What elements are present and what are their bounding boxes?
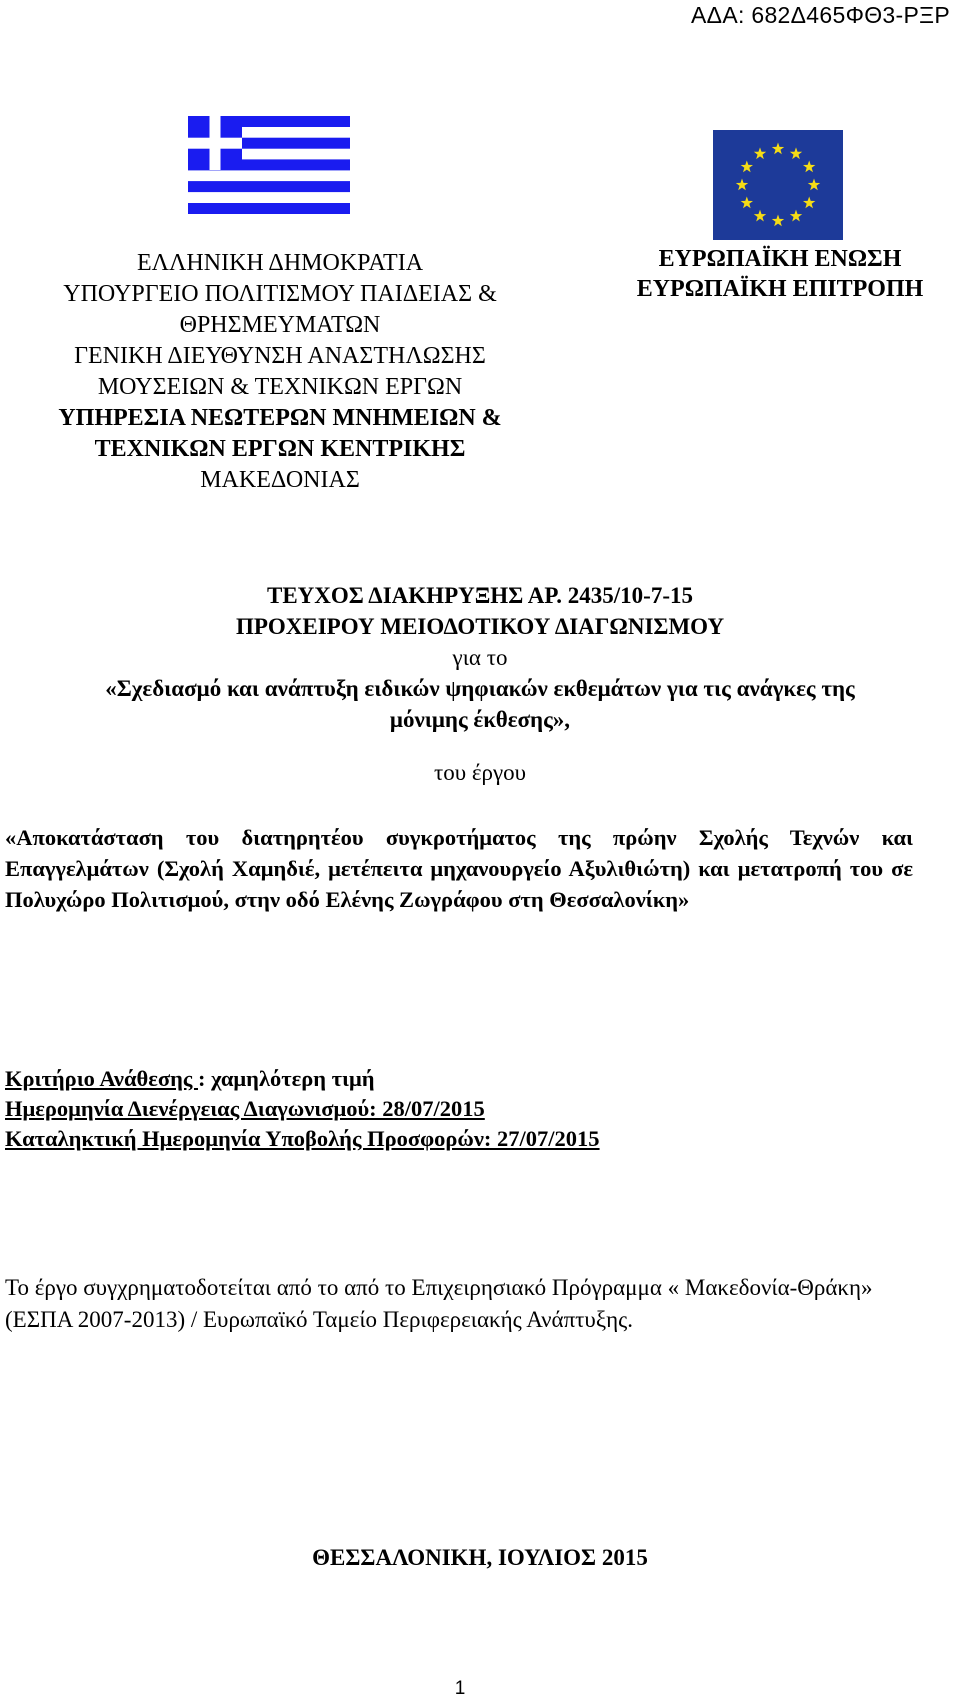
heading-line: ΕΛΛΗΝΙΚΗ ΔΗΜΟΚΡΑΤΙΑ <box>136 250 424 276</box>
heading-line: ΜΑΚΕΔΟΝΙΑΣ <box>200 467 360 493</box>
heading-line: ΥΠΗΡΕΣΙΑ ΝΕΩΤΕΡΩΝ ΜΝΗΜΕΙΩΝ & <box>58 405 502 431</box>
document-title <box>0 580 960 788</box>
title-line: ΠΡΟΧΕΙΡΟΥ ΜΕΙΟΔΟΤΙΚΟΥ ΔΙΑΓΩΝΙΣΜΟΥ <box>235 614 725 639</box>
heading-line: ΓΕΝΙΚΗ ΔΙΕΥΘΥΝΣΗ ΑΝΑΣΤΗΛΩΣΗΣ <box>74 343 486 369</box>
heading-line: ΥΠΟΥΡΓΕΙΟ ΠΟΛΙΤΙΣΜΟΥ ΠΑΙΔΕΙΑΣ & <box>63 281 497 307</box>
place-date: ΘΕΣΣΑΛΟΝΙΚΗ, ΙΟΥΛΙΟΣ 2015 <box>312 1545 648 1570</box>
ada-header: ΑΔΑ: 682Δ465ΦΘ3-ΡΞΡ <box>691 2 950 28</box>
title-line: «Σχεδιασμό και ανάπτυξη ειδικών ψηφιακών εκθεμάτων για τις ανάγκες της <box>105 676 855 701</box>
tender-date: Ημερομηνία Διενέργειας Διαγωνισμού: 28/07/2015 <box>5 1096 485 1121</box>
heading-line: ΜΟΥΣΕΙΩΝ & ΤΕΧΝΙΚΩΝ ΕΡΓΩΝ <box>97 374 463 400</box>
eu-heading-line: ΕΥΡΩΠΑΪΚΗ ΕΠΙΤΡΟΠΗ <box>636 276 924 302</box>
heading-line: ΤΕΧΝΙΚΩΝ ΕΡΓΩΝ ΚΕΝΤΡΙΚΗΣ <box>94 436 466 462</box>
eu-heading-line: ΕΥΡΩΠΑΪΚΗ ΕΝΩΣΗ <box>658 246 902 272</box>
heading-line: ΘΡΗΣΜΕΥΜΑΤΩΝ <box>179 312 381 338</box>
award-criterion <box>5 1064 600 1094</box>
submission-deadline: Καταληκτική Ημερομηνία Υποβολής Προσφορών: 27/07/2015 <box>5 1126 600 1151</box>
award-value: : χαμηλότερη τιμή <box>198 1066 375 1091</box>
eu-flag-icon <box>713 130 843 240</box>
page-number: 1 <box>454 1678 466 1699</box>
funding-statement: Το έργο συγχρηματοδοτείται από το από το Επιχειρησιακό Πρόγραμμα « Μακεδονία-Θράκη» (ΕΣΠΑ 2007-2013) / Ευρωπαϊκό Ταμείο Περιφερειακής Ανάπτυξης. <box>5 1275 873 1332</box>
ministry-heading <box>20 248 540 496</box>
project-description: «Αποκατάσταση του διατηρητέου συγκροτήματος της πρώην Σχολής Τεχνών και Επαγγελμάτων (Σχολή Χαμηδιέ, μετέπειτα μηχανουργείο Αξυλιθιώτη) και μετατροπή του σε Πολυχώρο Πολιτισμού, στην οδό Ελένης Ζωγράφου στη Θεσσαλονίκη» <box>5 825 913 912</box>
title-line: του έργου <box>433 760 527 785</box>
title-line: ΤΕΥΧΟΣ ΔΙΑΚΗΡΥΞΗΣ ΑΡ. 2435/10-7-15 <box>267 583 693 608</box>
eu-heading <box>610 244 950 304</box>
greek-flag-icon <box>188 116 350 214</box>
title-line: για το <box>452 645 508 670</box>
tender-criteria <box>5 1064 600 1154</box>
award-label: Κριτήριο Ανάθεσης <box>5 1066 198 1091</box>
title-line: μόνιμης έκθεσης», <box>389 707 571 732</box>
